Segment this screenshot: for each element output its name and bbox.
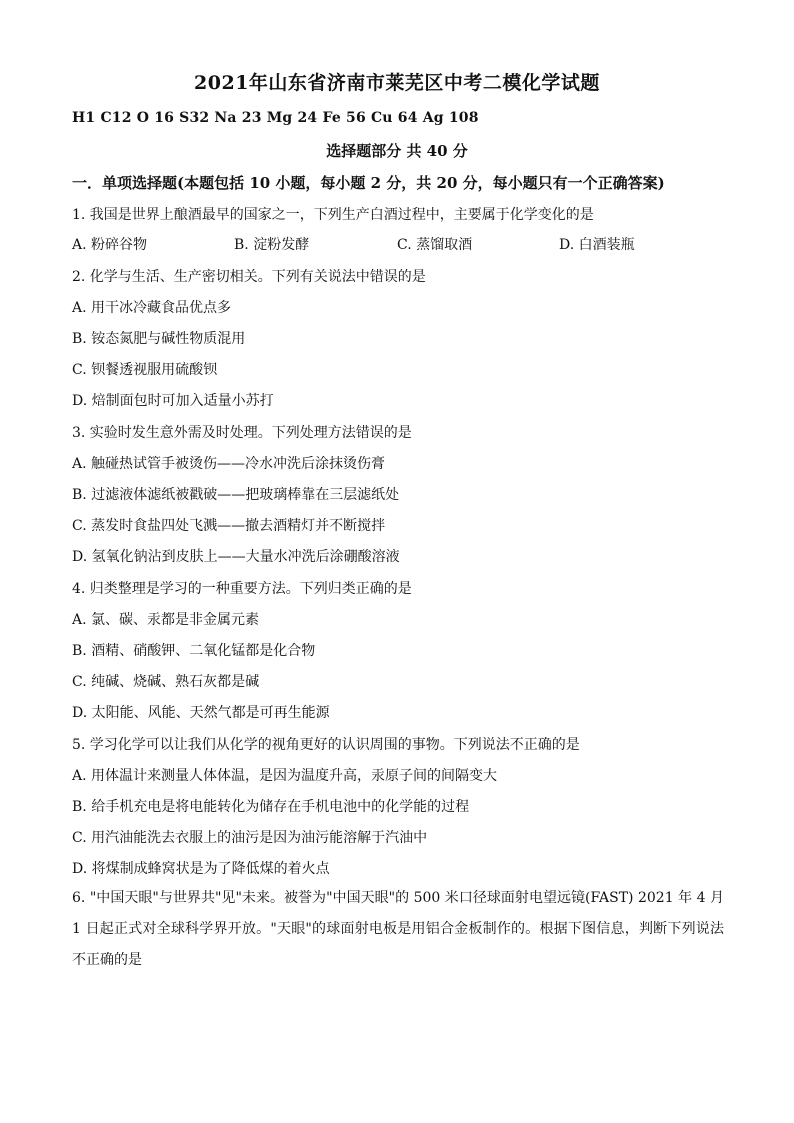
question-1-stem: 1. 我国是世界上酿酒最早的国家之一，下列生产白酒过程中，主要属于化学变化的是	[72, 207, 594, 223]
question-3-stem: 3. 实验时发生意外需及时处理。下列处理方法错误的是	[72, 425, 412, 441]
section-subtitle: 选择题部分 共 40 分	[326, 142, 468, 160]
question-2-option-a: A. 用干冰冷藏食品优点多	[72, 300, 232, 316]
question-3-option-c: C. 蒸发时食盐四处飞溅——撤去酒精灯并不断搅拌	[72, 518, 386, 534]
question-5-stem: 5. 学习化学可以让我们从化学的视角更好的认识周围的事物。下列说法不正确的是	[72, 737, 580, 753]
question-4-option-b: B. 酒精、硝酸钾、二氧化锰都是化合物	[72, 643, 316, 659]
question-1-option-a: A. 粉碎谷物	[72, 237, 148, 253]
question-4-option-a: A. 氯、碳、汞都是非金属元素	[72, 612, 260, 628]
question-6-stem: 6. "中国天眼"与世界共"见"未来。被誉为"中国天眼"的 500 米口径球面射电望远镜(FAST) 2021 年 4 月1 日起正式对全球科学界开放。"天眼"的球面射电板是用铝合金板制作的。根据下图信息，判断下列说法不正确的是	[72, 890, 724, 968]
question-2-option-c: C. 钡餐透视服用硫酸钡	[72, 362, 218, 378]
question-2-option-d: D. 焙制面包时可加入适量小苏打	[72, 393, 274, 409]
question-1-option-d: D. 白酒装瓶	[559, 237, 635, 253]
question-3-option-d: D. 氢氧化钠沾到皮肤上——大量水冲洗后涂硼酸溶液	[72, 549, 400, 565]
question-4-option-c: C. 纯碱、烧碱、熟石灰都是碱	[72, 674, 260, 690]
section-heading: 一．单项选择题(本题包括 10 小题，每小题 2 分，共 20 分，每小题只有一个正确答案)	[72, 174, 665, 192]
question-5-option-a: A. 用体温计来测量人体体温，是因为温度升高，汞原子间的间隔变大	[72, 768, 498, 784]
question-1-option-c: C. 蒸馏取酒	[397, 237, 473, 253]
question-3-option-a: A. 触碰热试管手被烫伤——冷水冲洗后涂抹烫伤膏	[72, 456, 386, 472]
question-5-option-b: B. 给手机充电是将电能转化为储存在手机电池中的化学能的过程	[72, 799, 470, 815]
question-5-option-d: D. 将煤制成蜂窝状是为了降低煤的着火点	[72, 861, 330, 877]
question-4-stem: 4. 归类整理是学习的一种重要方法。下列归类正确的是	[72, 581, 412, 597]
question-5-option-c: C. 用汽油能洗去衣服上的油污是因为油污能溶解于汽油中	[72, 830, 428, 846]
question-1-option-b: B. 淀粉发酵	[234, 237, 310, 253]
question-2-option-b: B. 铵态氮肥与碱性物质混用	[72, 331, 246, 347]
atomic-masses-line: H1 C12 O 16 S32 Na 23 Mg 24 Fe 56 Cu 64 Ag 108	[72, 110, 479, 126]
page-title: 2021年山东省济南市莱芜区中考二模化学试题	[194, 72, 600, 94]
question-4-option-d: D. 太阳能、风能、天然气都是可再生能源	[72, 705, 330, 721]
question-2-stem: 2. 化学与生活、生产密切相关。下列有关说法中错误的是	[72, 269, 426, 285]
question-3-option-b: B. 过滤液体滤纸被戳破——把玻璃棒靠在三层滤纸处	[72, 487, 400, 503]
